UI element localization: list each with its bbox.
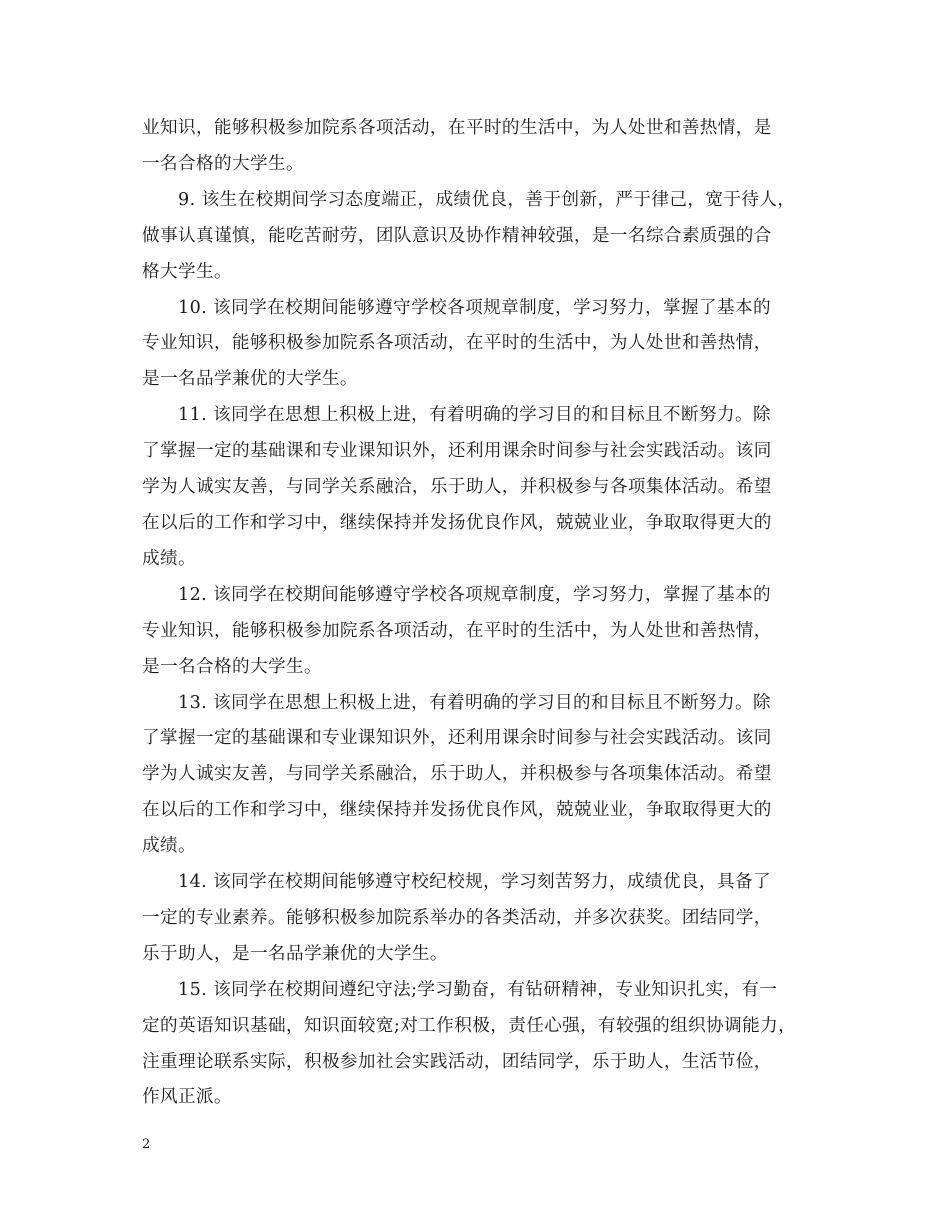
text-line: 在以后的工作和学习中，继续保持并发扬优良作风，兢兢业业，争取取得更大的 xyxy=(142,512,772,533)
paragraph xyxy=(142,578,824,686)
text-line: 15. 该同学在校期间遵纪守法;学习勤奋，有钻研精神，专业知识扎实，有一 xyxy=(178,979,778,1000)
document-body xyxy=(142,111,824,1116)
text-line: 专业知识，能够积极参加院系各项活动，在平时的生活中，为人处世和善热情， xyxy=(142,620,772,641)
text-line: 了掌握一定的基础课和专业课知识外，还利用课余时间参与社会实践活动。该同 xyxy=(142,728,772,749)
text-line: 在以后的工作和学习中，继续保持并发扬优良作风，兢兢业业，争取取得更大的 xyxy=(142,800,772,821)
text-line: 乐于助人，是一名品学兼优的大学生。 xyxy=(142,943,448,964)
text-line: 业知识，能够积极参加院系各项活动，在平时的生活中，为人处世和善热情，是 xyxy=(142,118,772,138)
text-line: 做事认真谨慎，能吃苦耐劳，团队意识及协作精神较强，是一名综合素质强的合 xyxy=(142,225,772,246)
text-line: 一定的专业素养。能够积极参加院系举办的各类活动，并多次获奖。团结同学， xyxy=(142,907,772,928)
text-line: 学为人诚实友善，与同学关系融洽，乐于助人，并积极参与各项集体活动。希望 xyxy=(142,477,772,498)
paragraph xyxy=(142,398,824,578)
text-line: 13. 该同学在思想上积极上进，有着明确的学习目的和目标且不断努力。除 xyxy=(178,692,771,713)
paragraph xyxy=(142,183,824,291)
text-line: 学为人诚实友善，与同学关系融洽，乐于助人，并积极参与各项集体活动。希望 xyxy=(142,764,772,785)
text-line: 了掌握一定的基础课和专业课知识外，还利用课余时间参与社会实践活动。该同 xyxy=(142,441,772,462)
paragraph xyxy=(142,686,824,866)
paragraph xyxy=(142,865,824,973)
text-line: 专业知识，能够积极参加院系各项活动，在平时的生活中，为人处世和善热情， xyxy=(142,333,772,354)
text-line: 9. 该生在校期间学习态度端正，成绩优良，善于创新，严于律己，宽于待人， xyxy=(178,189,796,210)
text-line: 成绩。 xyxy=(142,836,196,857)
text-line: 作风正派。 xyxy=(142,1087,232,1108)
text-line: 一名合格的大学生。 xyxy=(142,153,304,174)
text-line: 注重理论联系实际，积极参加社会实践活动，团结同学，乐于助人，生活节俭， xyxy=(142,1051,772,1072)
paragraph xyxy=(142,973,824,1117)
page-number: 2 xyxy=(142,1137,151,1152)
text-line: 11. 该同学在思想上积极上进，有着明确的学习目的和目标且不断努力。除 xyxy=(178,405,771,426)
paragraph xyxy=(142,111,824,183)
text-line: 成绩。 xyxy=(142,548,196,569)
text-line: 是一名品学兼优的大学生。 xyxy=(142,369,358,390)
text-line: 14. 该同学在校期间能够遵守校纪校规，学习刻苦努力，成绩优良，具备了 xyxy=(178,872,771,893)
text-line: 定的英语知识基础，知识面较宽;对工作积极，责任心强，有较强的组织协调能力， xyxy=(142,1015,797,1036)
text-line: 格大学生。 xyxy=(142,261,232,282)
text-line: 12. 该同学在校期间能够遵守学校各项规章制度，学习努力，掌握了基本的 xyxy=(178,584,771,605)
text-line: 是一名合格的大学生。 xyxy=(142,656,322,677)
paragraph xyxy=(142,291,824,399)
text-line: 10. 该同学在校期间能够遵守学校各项规章制度，学习努力，掌握了基本的 xyxy=(178,297,771,318)
